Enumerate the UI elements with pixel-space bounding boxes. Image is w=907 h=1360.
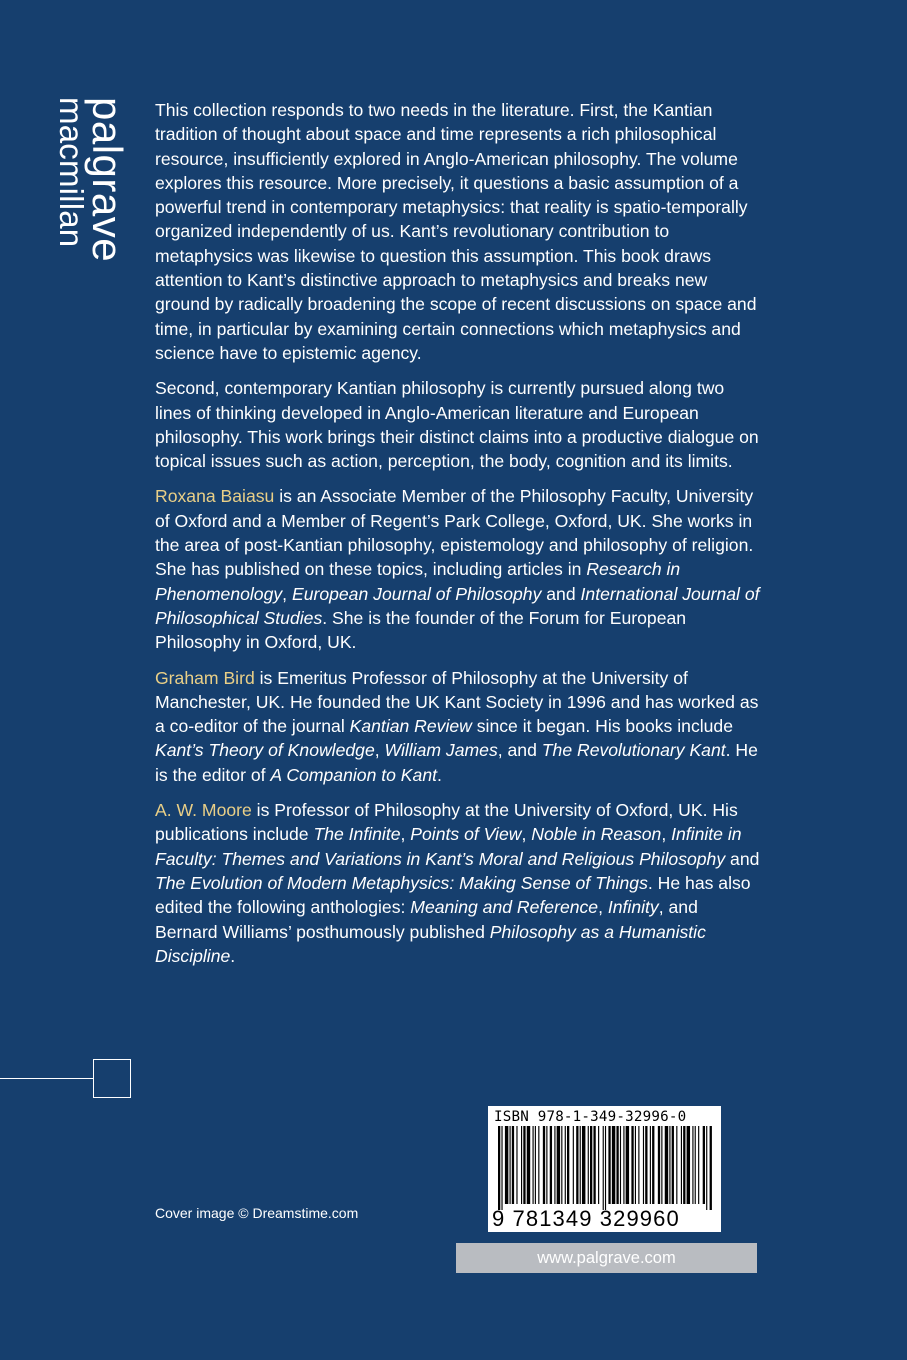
decorative-square — [93, 1059, 131, 1098]
back-cover-text — [155, 98, 765, 979]
barcode-stripe — [681, 1126, 682, 1204]
barcode-stripe — [580, 1126, 581, 1204]
decorative-line — [0, 1078, 93, 1079]
blurb-paragraph-2: Second, contemporary Kantian philosophy is currently pursued along two lines of thinking developed in Anglo-American literature and European philosophy. This work brings their distinct claims into a productive dialogue on topical issues such as action, perception, the body, cognition and its limits. — [155, 378, 759, 472]
author-bio-moore: A. W. Moore is Professor of Philosophy at the University of Oxford, UK. His publications include The Infinite, Points of View, Noble in Reason, Infinite in Faculty: Themes and Variations in Kant’s Moral and Religious Philosophy and The Evolution of Modern Metaphysics: Making Sense of Things. He has also edited the following anthologies: Meaning and Reference, Infinity, and Bernard Williams’ posthumously published Philosophy as a Humanistic Discipline. — [155, 800, 760, 966]
blurb-paragraph-1: This collection responds to two needs in the literature. First, the Kantian tradition of thought about space and time represents a rich philosophical resource, insufficiently explored in Anglo-American philosophy. The volume explores this resource. More precisely, it questions a basic assumption of a powerful trend in contemporary metaphysics: that reality is spatio-temporally organized independently of us. Kant’s revolutionary contribution to metaphysics was likewise to question this assumption. This book draws attention to Kant’s distinctive approach to metaphysics and breaks new ground by radically broadening the scope of recent discussions on space and time, in particular by examining certain connections which metaphysics and science have to epistemic agency. — [155, 100, 757, 363]
barcode-stripe — [703, 1126, 705, 1204]
barcode-stripe — [643, 1126, 644, 1204]
barcode-stripe — [695, 1126, 696, 1204]
barcode-stripe — [608, 1126, 610, 1204]
barcode-stripe — [672, 1126, 674, 1204]
barcode-stripe — [620, 1126, 621, 1204]
barcode-stripe — [527, 1126, 530, 1204]
author-bio-baiasu: Roxana Baiasu is an Associate Member of the Philosophy Faculty, University of Oxford and a Member of Regent’s Park College, Oxford, UK. She works in the area of post-Kantian philosophy, epistemology and philosophy of religion. She has published on these topics, including articles in Research in Phenomenology, European Journal of Philosophy and International Journal of Philosophical Studies. She is the founder of the Forum for European Philosophy in Oxford, UK. — [155, 486, 760, 653]
barcode-stripe — [683, 1126, 685, 1204]
author-bio-bird: Graham Bird is Emeritus Professor of Philosophy at the University of Manchester, UK. He founded the UK Kant Society in 1996 and has worked as a co-editor of the journal Kantian Review since it began. His books include Kant’s Theory of Knowledge, William James, and The Revolutionary Kant. He is the editor of A Companion to Kant. — [155, 667, 759, 785]
publisher-logo — [53, 97, 131, 287]
publisher-logo-line2: macmillan — [53, 97, 90, 248]
publisher-website: www.palgrave.com — [456, 1243, 757, 1273]
barcode-stripe — [638, 1126, 639, 1204]
barcode-stripe — [661, 1126, 662, 1204]
author-name: A. W. Moore — [155, 800, 252, 821]
author-name: Roxana Baiasu — [155, 486, 275, 507]
barcode-stripe — [512, 1126, 514, 1204]
barcode-bars — [496, 1126, 713, 1210]
barcode-stripe — [543, 1126, 545, 1204]
barcode-stripe — [669, 1126, 670, 1204]
barcode-stripe — [565, 1126, 566, 1204]
barcode-stripe — [567, 1126, 569, 1204]
barcode-stripe — [498, 1126, 500, 1210]
isbn-label: ISBN 978-1-349-32996-0 — [494, 1109, 687, 1125]
barcode-stripe — [510, 1126, 511, 1204]
barcode-stripe — [665, 1126, 668, 1204]
barcode-stripe — [557, 1126, 560, 1204]
barcode-stripe — [573, 1126, 574, 1204]
barcode-stripe — [533, 1126, 534, 1204]
barcode-stripe — [706, 1126, 707, 1210]
barcode-stripe — [561, 1126, 562, 1204]
isbn-barcode — [488, 1106, 721, 1232]
barcode-stripe — [616, 1126, 618, 1204]
barcode-stripe — [623, 1126, 624, 1204]
barcode-stripe — [588, 1126, 589, 1204]
barcode-stripe — [576, 1126, 578, 1204]
barcode-stripe — [698, 1126, 699, 1204]
barcode-stripe — [590, 1126, 592, 1204]
barcode-stripe — [612, 1126, 615, 1204]
barcode-stripe — [523, 1126, 525, 1204]
barcode-stripe — [582, 1126, 585, 1204]
barcode-stripe — [687, 1126, 690, 1204]
barcode-stripe — [554, 1126, 555, 1204]
barcode-stripe — [658, 1126, 660, 1204]
barcode-stripe — [521, 1126, 522, 1204]
barcode-stripe — [535, 1126, 536, 1204]
barcode-stripe — [692, 1126, 693, 1204]
barcode-stripe — [516, 1126, 517, 1204]
barcode-stripe — [546, 1126, 547, 1204]
barcode-stripe — [626, 1126, 629, 1204]
barcode-stripe — [645, 1126, 647, 1204]
barcode-stripe — [550, 1126, 552, 1204]
barcode-stripe — [631, 1126, 633, 1204]
barcode-stripe — [710, 1126, 712, 1210]
barcode-stripe — [635, 1126, 636, 1204]
barcode-stripe — [598, 1126, 599, 1204]
barcode-stripe — [652, 1126, 654, 1204]
barcode-stripe — [538, 1126, 539, 1204]
isbn-digits: 9 781349 329960 — [492, 1206, 680, 1231]
publisher-logo-line1: palgrave — [84, 97, 131, 263]
barcode-stripe — [501, 1126, 502, 1210]
barcode-stripe — [676, 1126, 677, 1204]
author-name: Graham Bird — [155, 667, 255, 688]
barcode-stripe — [593, 1126, 595, 1204]
barcode-stripe — [603, 1126, 604, 1210]
cover-image-credit: Cover image © Dreamstime.com — [155, 1205, 359, 1221]
barcode-stripe — [650, 1126, 651, 1204]
barcode-stripe — [605, 1126, 606, 1210]
barcode-stripe — [505, 1126, 508, 1204]
